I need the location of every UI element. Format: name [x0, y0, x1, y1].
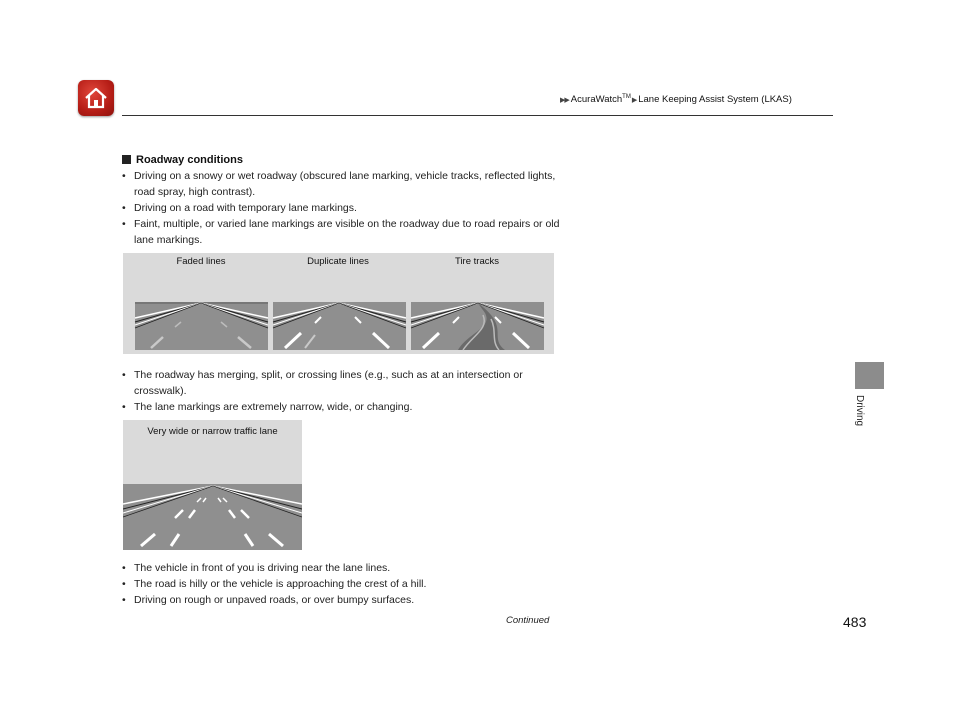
road-illustrations: [123, 253, 554, 354]
chapter-tab-label: [853, 395, 867, 435]
list-item: [122, 576, 562, 592]
list-item-text: The lane markings are extremely narrow, wide, or changing.: [134, 401, 413, 413]
list-item: [122, 560, 562, 576]
bullet-icon: •: [122, 578, 126, 590]
road-wide-narrow-image: [123, 420, 302, 550]
figure-label-tire-tracks: Tire tracks: [455, 256, 499, 267]
list-item-text: Faint, multiple, or varied lane markings are visible on the roadway due to road repairs or old lane markings.: [134, 218, 560, 246]
road-tire-tracks-image: [411, 302, 544, 350]
list-item-text: The roadway has merging, split, or crossing lines (e.g., such as at an intersection or crosswalk).: [134, 369, 523, 397]
page-number: 483: [843, 614, 867, 630]
list-item: [122, 168, 562, 200]
bullet-icon: •: [122, 218, 126, 230]
section-heading: [122, 154, 243, 166]
list-item: [122, 592, 562, 608]
list-item: [122, 399, 562, 415]
figure-label-wide-narrow-lane: Very wide or narrow traffic lane: [147, 426, 278, 437]
chapter-tab-marker[interactable]: [855, 362, 884, 389]
road-duplicate-lines-image: [273, 302, 406, 350]
list-item-text: The road is hilly or the vehicle is approaching the crest of a hill.: [134, 578, 427, 590]
breadcrumb-arrows-icon: ▶▶: [560, 97, 569, 105]
figure-lane-markings: [123, 253, 554, 354]
continued-note: Continued: [506, 615, 550, 626]
bullet-icon: •: [122, 202, 126, 214]
section-heading-text: Roadway conditions: [136, 154, 243, 166]
header-divider: [122, 115, 833, 116]
list-item-text: The vehicle in front of you is driving near the lane lines.: [134, 562, 391, 574]
heading-square-icon: [122, 155, 131, 164]
figure-label-duplicate-lines: Duplicate lines: [307, 256, 369, 267]
breadcrumb-item-acurawatch[interactable]: AcuraWatch: [570, 94, 623, 106]
breadcrumb-item-lkas: Lane Keeping Assist System (LKAS): [638, 94, 792, 106]
list-item-text: Driving on a snowy or wet roadway (obscured lane marking, vehicle tracks, reflected lights, road spray, high contrast).: [134, 170, 556, 198]
bullet-icon: •: [122, 369, 126, 381]
list-item-text: Driving on a road with temporary lane markings.: [134, 202, 357, 214]
bullet-icon: •: [122, 401, 126, 413]
road-faded-lines-image: [135, 302, 268, 350]
list-item: [122, 367, 562, 399]
bullet-icon: •: [122, 594, 126, 606]
chapter-tab-text: Driving: [854, 395, 865, 427]
breadcrumb: [560, 94, 792, 105]
home-button[interactable]: [78, 80, 114, 116]
home-icon: [83, 85, 109, 111]
list-item: [122, 216, 562, 248]
figure-label-faded-lines: Faded lines: [176, 256, 226, 267]
trademark-symbol: TM: [622, 94, 631, 100]
figure-wide-narrow-lane: [123, 420, 302, 550]
bullet-icon: •: [122, 562, 126, 574]
list-item-text: Driving on rough or unpaved roads, or over bumpy surfaces.: [134, 594, 415, 606]
bullet-icon: •: [122, 170, 126, 182]
breadcrumb-arrow-icon: ▶: [631, 97, 637, 105]
list-item: [122, 200, 562, 216]
